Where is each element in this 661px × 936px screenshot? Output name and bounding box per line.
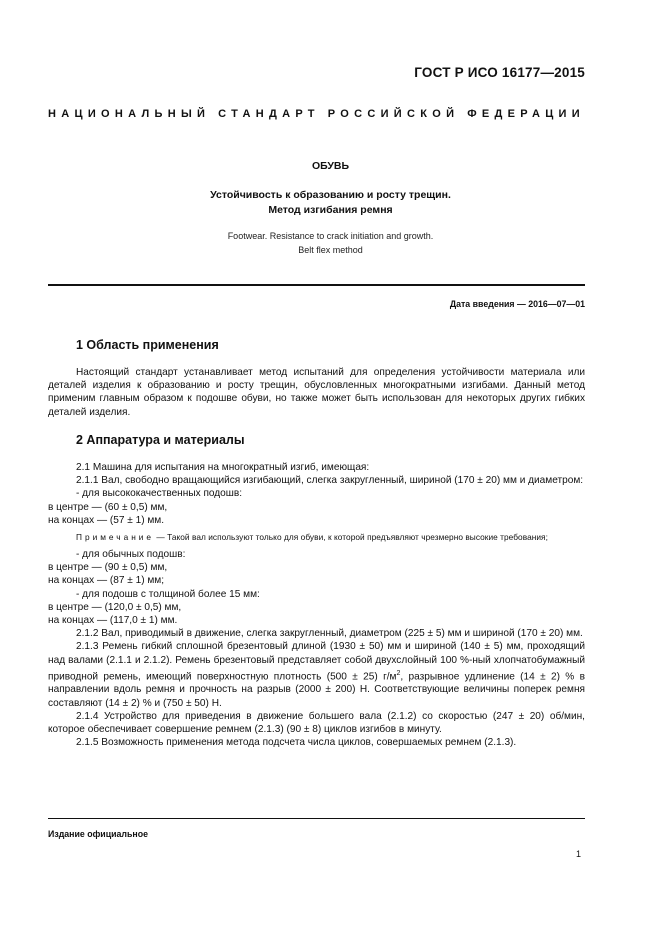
section-heading: 1 Область применения [76,338,219,352]
paragraph-part: 2.1.3 Ремень гибкий сплошной брезентовый длиной (1930 ± 50) мм и шириной (140 ± 5) мм, проходящий над валами (2.1.1 и 2.1.2). Ремень брезентовый представляет собой двухслойный 100 %-ный хлопчатобумажный приводной ремень, имеющий поверхностную плотность (500 ± 25) г/м [48,641,585,683]
section-1-body [48,366,585,419]
superscript: 2 [396,669,401,677]
russian-subtitle [0,188,661,218]
list-item: - для подошв с толщиной более 15 мм: [76,588,260,600]
paragraph-part: , разрывное удлинение (14 ± 2) % в направлении вдоль ремня и прочность на разрыв (2000 ± 200) Н. Соответствующие величины поперек ремня составляют (14 ± 2) % и (750 ± 50) Н. [48,671,585,709]
list-item: в центре — (90 ± 0,5) мм, [48,562,168,574]
paragraph: 2.1.2 Вал, приводимый в движение, слегка закругленный, диаметром (225 ± 5) мм и шириной (170 ± 20) мм. [76,628,583,640]
banner-word: СТАНДАРТ [218,108,320,120]
list-item: - для высококачественных подошв: [76,488,243,500]
paragraph: Настоящий стандарт устанавливает метод испытаний для определения устойчивости материала или деталей изделия к образованию и росту трещин, обусловленных многократными изгибами. Данный метод применим главным образом к подошве обуви, но также может быть использован для некоторых других гибких деталей изделия. [48,367,585,418]
national-standard-banner [48,108,585,120]
edition-label: Издание официальное [48,829,148,839]
english-subtitle [0,230,661,257]
footer-divider [48,818,585,819]
paragraph: 2.1 Машина для испытания на многократный изгиб, имеющая: [76,462,370,473]
paragraph: 2.1.5 Возможность применения метода подсчета числа циклов, совершаемых ремнем (2.1.3). [76,737,517,749]
list-item: в центре — (60 ± 0,5) мм, [48,501,168,513]
page-number: 1 [575,849,581,859]
english-subtitle-line: Footwear. Resistance to crack initiation and growth. [227,231,434,241]
note [48,531,585,544]
section-2-body [48,461,585,749]
list-item: на концах — (57 ± 1) мм. [48,514,165,526]
header-divider [48,284,585,286]
paragraph: 2.1.4 Устройство для приведения в движение большего вала (2.1.2) со скоростью (247 ± 20) об/мин, которое обеспечивает совершение ремнем (2.1.3) (90 ± 8) циклов изгибов в минуту. [48,710,585,736]
effective-date: Дата введения — 2016—07—01 [449,299,585,309]
russian-subtitle-line: Метод изгибания ремня [268,204,393,216]
note-text: — Такой вал используют только для обуви, к которой предъявляют чрезмерно высокие требования; [154,532,548,543]
document-number: ГОСТ Р ИСО 16177—2015 [414,65,585,80]
document-title: ОБУВЬ [311,160,350,172]
section-heading: 2 Аппаратура и материалы [76,433,245,447]
note-label: Примечание [76,532,155,543]
english-subtitle-line: Belt flex method [298,244,363,255]
banner-word: РОССИЙСКОЙ [327,108,460,120]
list-item: на концах — (117,0 ± 1) мм. [48,615,178,627]
list-item: на концах — (87 ± 1) мм; [48,575,165,587]
list-item: в центре — (120,0 ± 0,5) мм, [48,601,182,613]
paragraph: 2.1.1 Вал, свободно вращающийся изгибающий, слегка закругленный, шириной (170 ± 20) мм и диаметром: [76,475,584,487]
banner-word: ФЕДЕРАЦИИ [467,108,585,120]
list-item: - для обычных подошв: [76,549,186,561]
russian-subtitle-line: Устойчивость к образованию и росту трещин. [210,189,451,201]
banner-word: НАЦИОНАЛЬНЫЙ [48,108,211,120]
paragraph [48,640,585,709]
